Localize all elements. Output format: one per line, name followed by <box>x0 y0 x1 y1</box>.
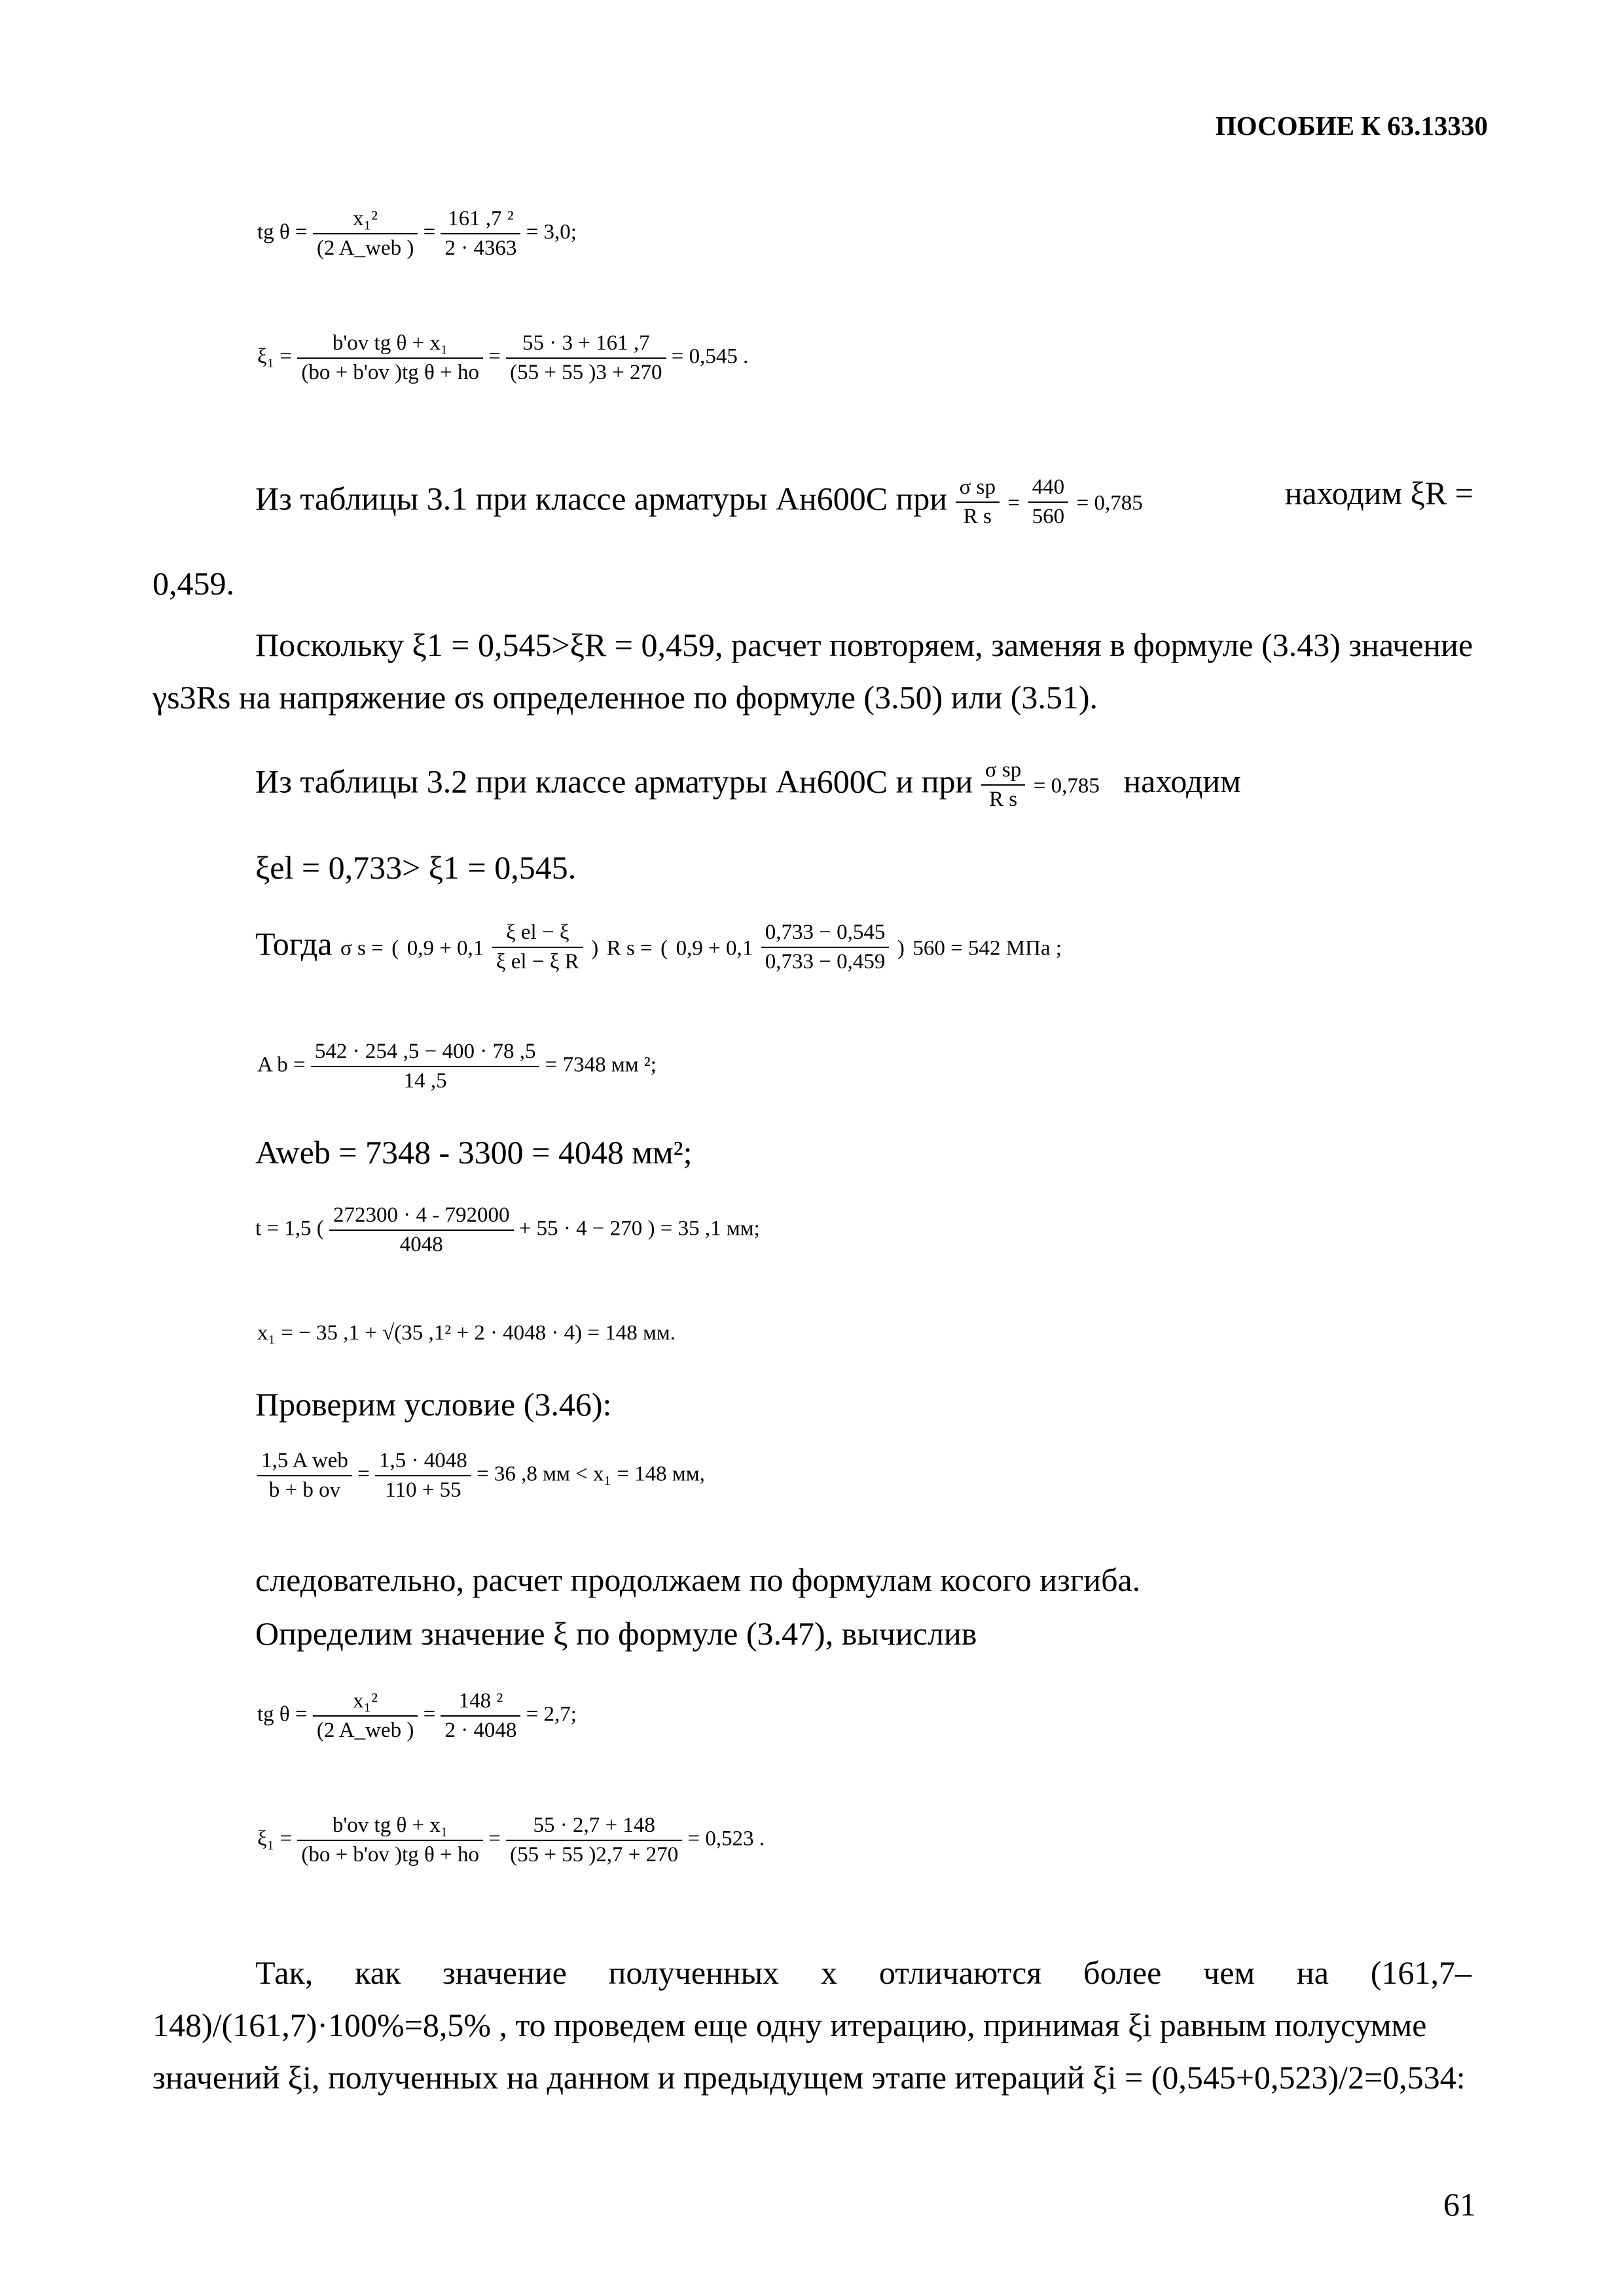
ratio-result: = 0,785 <box>1033 774 1100 798</box>
eq-den: 110 + 55 <box>385 1478 461 1502</box>
eq-result: = 0,523 . <box>687 1827 765 1851</box>
eq-den: 14 ,5 <box>403 1069 447 1093</box>
eq-num: b'ov tg θ + x₁ <box>332 331 448 355</box>
paragraph-check: Проверим условие (3.46): <box>255 1386 612 1423</box>
ratio-num: σ sp <box>984 758 1022 782</box>
eq-num: 542 · 254 ,5 − 400 · 78 ,5 <box>314 1040 536 1063</box>
eq-den: ξ el − ξ R <box>496 950 579 974</box>
paragraph-table32 <box>255 759 1241 811</box>
eq-num: 55 · 2,7 + 148 <box>533 1813 655 1837</box>
equation-x1: x₁ = − 35 ,1 + √(35 ,1² + 2 · 4048 · 4) = 148 мм. <box>257 1321 676 1345</box>
paragraph-iteration-line3: значений ξi, полученных на данном и предыдущем этапе итераций ξi = (0,545+0,523)/2=0,534: <box>153 2059 1466 2096</box>
equation-check: $\frac{\text{1,5 A web}}{\text{b + b ov}}$ = $\frac{1,5 \cdot 4048}{110 + 55}$ = 36 ,8 мм < x₁ = 148 мм, <box>257 1450 705 1501</box>
eq-num: 161 ,7 ² <box>448 207 514 230</box>
eq-den: 2 · 4363 <box>444 236 517 260</box>
eq-den: b + b ov <box>268 1478 341 1502</box>
paragraph-therefore: следовательно, расчет продолжаем по формулам косого изгиба. <box>255 1561 1141 1598</box>
eq-part: 0,9 + 0,1 <box>676 936 753 960</box>
eq-num: 272300 · 4 - 792000 <box>333 1203 510 1227</box>
eq-lhs: t = 1,5 <box>255 1216 312 1241</box>
ratio-result: = 0,785 <box>1076 491 1143 515</box>
eq-result: = 36 ,8 мм < x₁ = 148 мм, <box>477 1462 705 1486</box>
eq-result: = 3,0; <box>526 220 577 244</box>
eq-den: (2 A_web ) <box>316 236 414 260</box>
ratio-den: R s <box>988 788 1018 811</box>
eq-result: = 7348 мм ²; <box>545 1053 657 1077</box>
eq-result: = 2,7; <box>526 1702 577 1726</box>
eq-num: ξ el − ξ <box>505 920 569 944</box>
eq-result: + 55 · 4 − 270 ) = 35 ,1 мм; <box>518 1216 760 1241</box>
eq-part: R s = <box>606 936 653 960</box>
eq-lhs: tg θ = <box>257 1702 308 1726</box>
eq-num: 0,733 − 0,545 <box>765 920 886 944</box>
eq-num: 1,5 · 4048 <box>379 1449 467 1472</box>
paragraph-aweb: Aweb = 7348 - 3300 = 4048 мм²; <box>255 1134 693 1171</box>
paragraph-iteration-line2: 148)/(161,7)·100%=8,5% , то проведем еще одну итерацию, принимая ξi равным полусумме <box>153 2007 1427 2043</box>
equation-tg-theta-2: tg θ = $\frac{\text{x₁²}}{\text{(2 A\_web )}}$ = $\frac{\text{148 ²}}{2 \cdot 4048}$ = 2,7; <box>257 1689 577 1742</box>
eq-num: 148 ² <box>458 1689 503 1713</box>
eq-num: x₁² <box>353 1689 378 1713</box>
paragraph-since-line1: Поскольку ξ1 = 0,545>ξR = 0,459, расчет повторяем, заменяя в формуле (3.43) значение <box>255 627 1473 663</box>
page-header: ПОСОБИЕ К 63.13330 <box>1215 111 1488 141</box>
eq-den: (2 A_web ) <box>316 1719 414 1742</box>
equation-tg-theta-1: tg θ = $\frac{\text{x₁²}}{\text{(2 A\_web )}}$ = $\frac{\text{161 ,7 ²}}{2 \cdot 4363}$ = 3,0; <box>257 207 577 260</box>
paragraph-then: Тогда σ s = ( 0,9 + 0,1 $\frac{\text{ξ el − ξ}}{\text{ξ el − ξ R}}$ ) R s = ( 0,9 + 0,1 $\frac{0,733 - 0,545}{0,733 - 0,459}$ ) 560 = 542 МПа ; <box>255 920 1062 974</box>
para-text: Из таблицы 3.1 при классе арматуры Ан600С при <box>255 480 948 517</box>
ratio-num: σ sp <box>959 475 996 499</box>
para-text: Тогда <box>255 925 333 962</box>
eq-num: 55 · 3 + 161 ,7 <box>522 331 650 355</box>
eq-den: 2 · 4048 <box>444 1719 517 1742</box>
para-text: Из таблицы 3.2 при классе арматуры Ан600С и при <box>255 763 973 800</box>
equation-xi1-1: ξ₁ = $\frac{\text{b'ov tg θ + x₁}}{\text{(bo + b'ov )tg θ + ho}}$ = $\frac{55 \cdot 3 + 161 ,7}{(55 + 55 )3 + 270}$ = 0,545 . <box>257 331 749 384</box>
paragraph-iteration-line1: Так, как значение полученных x отличаются более чем на (161,7– <box>255 1954 1471 1991</box>
ratio-den: R s <box>963 505 992 528</box>
paragraph-table31-cont: 0,459. <box>153 565 234 602</box>
eq-den: (bo + b'ov )tg θ + ho <box>301 361 479 384</box>
paragraph-determine: Определим значение ξ по формуле (3.47), вычислив <box>255 1615 977 1652</box>
ratio-den2: 560 <box>1032 505 1065 528</box>
eq-den: 0,733 − 0,459 <box>765 950 886 974</box>
eq-den: (bo + b'ov )tg θ + ho <box>301 1843 479 1867</box>
paragraph-table31-end: находим ξR = <box>1284 475 1473 511</box>
eq-lhs: ξ₁ = <box>257 344 293 369</box>
eq-result: 560 = 542 МПа ; <box>912 936 1062 960</box>
eq-lhs: A b = <box>257 1053 306 1077</box>
eq-den: 4048 <box>399 1233 443 1256</box>
ratio-num2: 440 <box>1032 475 1065 499</box>
paragraph-table31: Из таблицы 3.1 при классе арматуры Ан600С при $\frac{\text{σ sp}}{\text{R s}}$ = $\frac{440}{560}$ = 0,785 <box>255 475 1143 528</box>
equation-ab <box>257 1041 657 1092</box>
eq-part: 0,9 + 0,1 <box>406 936 484 960</box>
eq-result: = 0,545 . <box>671 344 749 369</box>
eq-den: (55 + 55 )3 + 270 <box>510 361 662 384</box>
paragraph-since-line2: γs3Rs на напряжение σs определенное по формуле (3.50) или (3.51). <box>153 679 1098 716</box>
paragraph-xiel: ξel = 0,733> ξ1 = 0,545. <box>255 849 577 886</box>
equation-t: t = 1,5 ( $\frac{272300 \cdot 4 - 792000}{4048}$ + 55 · 4 − 270 ) = 35 ,1 мм; <box>255 1203 760 1256</box>
eq-num: x₁² <box>353 207 378 230</box>
eq-lhs: σ s = <box>340 936 384 960</box>
eq-lhs: tg θ = <box>257 220 308 244</box>
eq-num: 1,5 A web <box>261 1449 348 1472</box>
eq-num: b'ov tg θ + x₁ <box>332 1813 448 1837</box>
eq-lhs: ξ₁ = <box>257 1827 293 1851</box>
eq-den: (55 + 55 )2,7 + 270 <box>510 1843 679 1867</box>
para-text-end: находим <box>1123 763 1241 800</box>
equation-xi1-2: ξ₁ = $\frac{\text{b'ov tg θ + x₁}}{\text{(bo + b'ov )tg θ + ho}}$ = $\frac{55 \cdot 2,7 + 148}{(55 + 55 )2,7 + 270}$ = 0,523 . <box>257 1813 765 1867</box>
page-number: 61 <box>1443 2186 1476 2223</box>
